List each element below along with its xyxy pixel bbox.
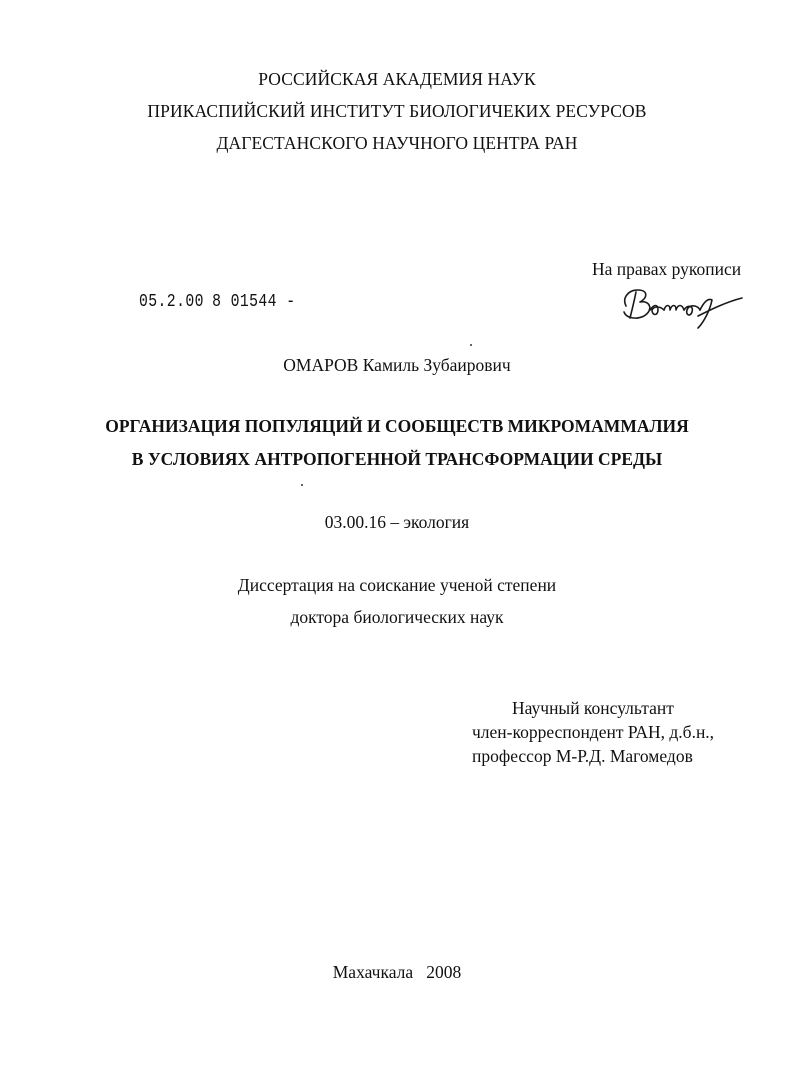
degree-line2: доктора биологических наук [290,607,504,627]
registry-number-part2: 8 01544 - [212,292,296,312]
header-academy: РОССИЙСКАЯ АКАДЕМИЯ НАУК [258,69,536,89]
footer-city-year [0,961,794,983]
consultant-name: профессор М-Р.Д. Магомедов [472,746,693,766]
header-center: ДАГЕСТАНСКОГО НАУЧНОГО ЦЕНТРА РАН [216,133,578,153]
manuscript-note: На правах рукописи [592,259,742,279]
degree-line1: Диссертация на соискание ученой степени [237,575,557,595]
footer-city: Махачкала [332,962,414,982]
thesis-title-line1: ОРГАНИЗАЦИЯ ПОПУЛЯЦИЙ И СООБЩЕСТВ МИКРОМАММАЛИЯ [105,416,689,436]
thesis-title-line2: В УСЛОВИЯХ АНТРОПОГЕННОЙ ТРАНСФОРМАЦИИ СРЕДЫ [131,449,663,469]
specialty-code: 03.00.16 – экология [324,512,470,532]
handwritten-signature [614,276,744,336]
consultant-rank: член-корреспондент РАН, д.б.н., [472,722,715,742]
scan-speck [470,344,472,346]
consultant-label: Научный консультант [512,698,674,718]
registry-number [139,290,295,314]
header-institute: ПРИКАСПИЙСКИЙ ИНСТИТУТ БИОЛОГИЧЕКИХ РЕСУРСОВ [147,101,647,121]
footer-year: 2008 [426,962,462,982]
scan-speck [301,484,303,486]
author-name: ОМАРОВ Камиль Зубаирович [283,355,511,375]
registry-number-part1: 05.2.00 [139,292,204,312]
